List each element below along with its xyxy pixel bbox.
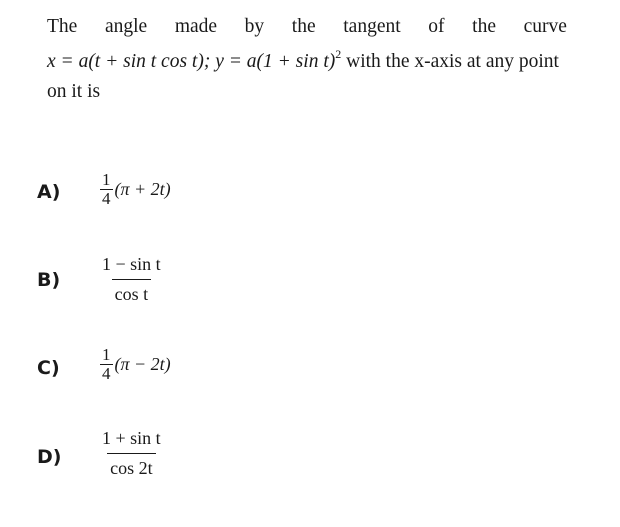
option-d-fraction	[99, 429, 164, 478]
option-b-expression[interactable]	[99, 255, 164, 304]
option-c-coefficient	[100, 346, 113, 383]
option-c-expression[interactable]	[100, 346, 171, 383]
option-d-label[interactable]: D)	[37, 446, 62, 468]
question-word: the	[472, 16, 496, 37]
question-word: the	[291, 16, 316, 37]
option-d-expression[interactable]	[99, 429, 164, 478]
question-word: by	[244, 16, 265, 37]
x-equation: x = a(t + sin t cos t);	[47, 51, 211, 72]
question-line-1	[47, 16, 567, 38]
option-b-numerator: 1 − sin t	[102, 254, 161, 274]
option-d-denominator: cos 2t	[107, 453, 156, 478]
option-b-fraction	[99, 255, 164, 304]
option-a-coef-denominator: 4	[102, 188, 111, 208]
y-exponent: 2	[335, 47, 342, 61]
question-line-2	[47, 47, 559, 73]
y-equation: y = a(1 + sin t)	[215, 51, 336, 72]
question-word: made	[174, 16, 218, 37]
option-c-tail: (π − 2t)	[114, 353, 171, 374]
question-word: curve	[523, 16, 567, 37]
option-c-coef-numerator: 1	[102, 345, 111, 364]
option-b-denominator: cos t	[112, 279, 152, 304]
question-word: The	[47, 16, 78, 37]
question-word: angle	[104, 16, 148, 37]
option-a-coef-numerator: 1	[102, 170, 111, 189]
option-b-label[interactable]: B)	[37, 269, 61, 291]
question-line-2-tail: with the x-axis at any point	[346, 51, 559, 72]
option-a-tail: (π + 2t)	[114, 178, 171, 199]
option-d-numerator: 1 + sin t	[102, 428, 161, 448]
option-a-label[interactable]: A)	[37, 181, 61, 203]
question-word: of	[428, 16, 445, 37]
option-c-label[interactable]: C)	[37, 357, 60, 379]
question-word: tangent	[343, 16, 401, 37]
option-a-coefficient	[100, 171, 113, 208]
question-line-3: on it is	[47, 81, 101, 102]
option-a-expression[interactable]	[100, 171, 171, 208]
option-c-coef-denominator: 4	[102, 363, 111, 383]
